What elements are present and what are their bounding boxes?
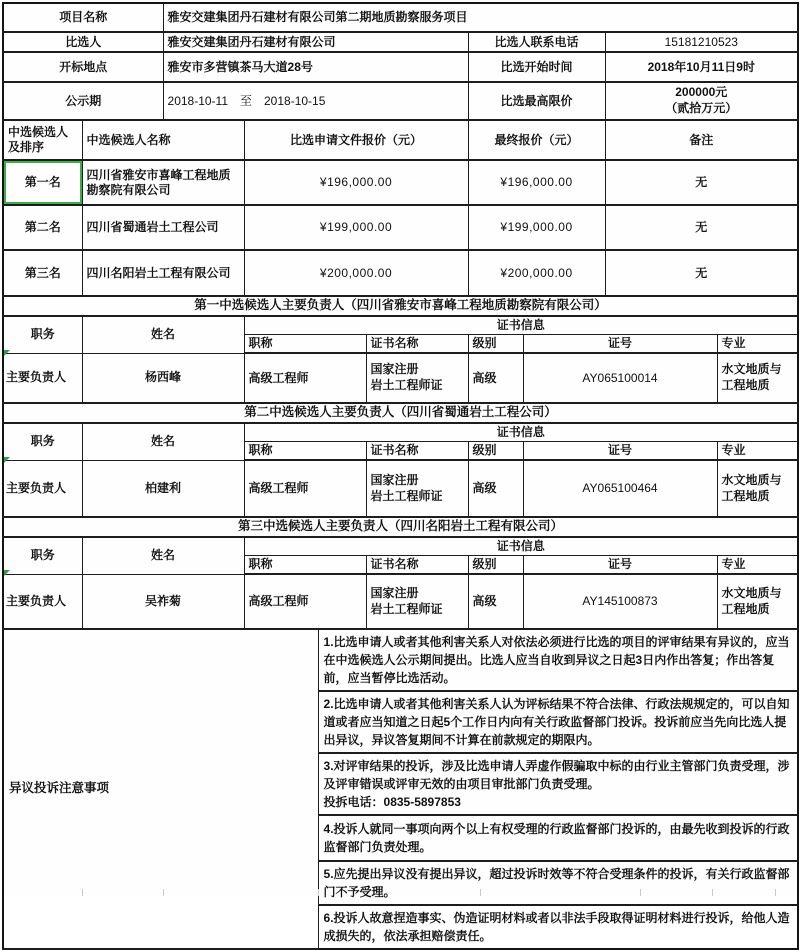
gridline-tick [480,889,481,896]
section-3-level-header: 级别 [468,556,523,575]
section-3-major [717,574,798,629]
section-2-cert-name [366,460,468,517]
gridline-tick [163,889,164,896]
section-1-role-header: 职务 [3,316,82,353]
section-3-cert-info-header: 证书信息 [244,537,798,556]
bid-result-table [2,2,799,950]
section-1-level-header: 级别 [468,335,523,354]
gridline-tick [640,889,641,896]
section-1-major-line1: 水文地质与 [721,362,782,377]
open-location-label: 开标地点 [3,52,163,82]
section-1-title-header: 职称 [244,335,366,354]
open-location-value: 雅安市多营镇茶马大道28号 [163,52,468,82]
excel-flag-triangle-1 [4,350,10,356]
section-1-cert-info-header: 证书信息 [244,316,798,335]
section-3-role: 主要负责人 [3,574,82,629]
selector-label: 比选人 [3,32,163,52]
project-name-value: 雅安交建集团丹石建材有限公司第二期地质勘察服务项目 [163,3,798,32]
section-3-banner-row [3,517,798,537]
selector-value: 雅安交建集团丹石建材有限公司 [163,32,468,52]
excel-flag-triangle-3 [4,570,10,576]
section-2-role: 主要负责人 [3,460,82,517]
section-2-role-header: 职务 [3,423,82,460]
max-price-words: （贰拾万元） [665,101,738,115]
start-time-value: 2018年10月11日9时 [605,52,798,82]
section-2-cert-info-header: 证书信息 [244,423,798,442]
gridline-tick [318,889,319,896]
info-row-selector [3,32,798,52]
candidate-2-final-price: ¥199,000.00 [468,205,605,250]
section-1-name: 杨西峰 [82,353,244,403]
note-item-3 [318,753,798,815]
section-2-major-line1: 水文地质与 [721,472,782,487]
section-2-banner-row [3,403,798,423]
candidates-final-price-header: 最终报价（元） [468,120,605,160]
candidate-2-rank: 第二名 [3,205,82,250]
candidate-2-remark: 无 [605,205,798,250]
info-row-publicity [3,82,798,120]
section-1-role: 主要负责人 [3,353,82,403]
candidates-header-row [3,120,798,160]
section-1-cert-no: AY065100014 [523,353,717,403]
section-2-level-header: 级别 [468,442,523,461]
section-3-title-header: 职称 [244,556,366,575]
section-2-cert-name-line1: 国家注册 [370,472,419,487]
section-1-cert-name [366,353,468,403]
section-2-banner: 第二中选候选人主要负责人（四川省蜀通岩土工程公司） [3,403,798,423]
section-1-major-header: 专业 [717,335,798,354]
candidate-3-remark: 无 [605,250,798,296]
candidate-3-rank: 第三名 [3,250,82,296]
candidate-2-bid-price: ¥199,000.00 [244,205,468,250]
section-2-major-header: 专业 [717,442,798,461]
section-1-level: 高级 [468,353,523,403]
info-row-project [3,3,798,32]
section-2-level: 高级 [468,460,523,517]
section-3-level: 高级 [468,574,523,629]
section-3-cert-name-line2: 岩土工程师证 [370,601,443,616]
section-3-cert-no-header: 证号 [523,556,717,575]
notes-row-1 [3,629,798,691]
section-2-title-header: 职称 [244,442,366,461]
gridline-tick [775,889,776,896]
info-row-location [3,52,798,82]
note-item-4: 4.投诉人就同一事项向两个以上有权受理的行政监督部门投诉的，由最先收到投诉的行政监督部门负责处理。 [318,815,798,861]
selector-phone-value: 15181210523 [605,32,798,52]
max-price-amount: 200000元 [675,85,728,100]
candidate-3-final-price: ¥200,000.00 [468,250,605,296]
section-2-header-row-1 [3,423,798,442]
candidate-3-bid-price: ¥200,000.00 [244,250,468,296]
section-1-banner-row [3,296,798,316]
section-1-cert-name-line2: 岩土工程师证 [370,378,443,392]
section-2-title: 高级工程师 [244,460,366,517]
candidate-row-2 [3,205,798,250]
section-1-banner: 第一中选候选人主要负责人（四川省雅安市喜峰工程地质勘察院有限公司） [3,296,798,316]
section-2-major-line2: 工程地质 [721,488,770,503]
section-2-cert-no-header: 证号 [523,442,717,461]
candidate-2-name: 四川省蜀通岩土工程公司 [82,205,244,250]
publicity-period-value: 2018-10-11 至 2018-10-15 [163,82,468,120]
section-2-name: 柏建利 [82,460,244,517]
start-time-label: 比选开始时间 [468,52,605,82]
section-3-cert-name-header: 证书名称 [366,556,468,575]
section-3-name-header: 姓名 [82,537,244,574]
candidate-1-name: 四川省雅安市喜峰工程地质勘察院有限公司 [82,160,244,205]
section-3-major-header: 专业 [717,556,798,575]
candidate-1-final-price: ¥196,000.00 [468,160,605,205]
section-3-name: 吴祚菊 [82,574,244,629]
section-1-name-header: 姓名 [82,316,244,353]
note-item-5: 5.应先提出异议没有提出异议，超过投诉时效等不符合受理条件的投诉，有关行政监督部门不予受理。 [318,861,798,905]
candidates-bid-price-header: 比选申请文件报价（元） [244,120,468,160]
section-1-cert-name-header: 证书名称 [366,335,468,354]
section-3-data-row [3,574,798,629]
gridline-tick [82,889,83,896]
candidates-name-header: 中选候选人名称 [82,120,244,160]
candidates-rank-header: 中选候选人及排序 [3,120,82,160]
section-3-major-line1: 水文地质与 [721,585,782,600]
section-3-major-line2: 工程地质 [721,601,770,616]
project-name-label: 项目名称 [3,3,163,32]
candidate-row-1 [3,160,798,205]
candidate-1-remark: 无 [605,160,798,205]
selector-phone-label: 比选人联系电话 [468,32,605,52]
section-3-cert-name [366,574,468,629]
candidates-remark-header: 备注 [605,120,798,160]
section-2-major [717,460,798,517]
candidate-3-name: 四川名阳岩土工程有限公司 [82,250,244,296]
section-3-header-row-1 [3,537,798,556]
gridline-tick [712,889,713,896]
candidate-1-rank: 第一名 [3,160,82,205]
section-1-title: 高级工程师 [244,353,366,403]
section-1-major-line2: 工程地质 [721,378,770,392]
section-2-cert-no: AY065100464 [523,460,717,517]
section-2-data-row [3,460,798,517]
section-3-cert-name-line1: 国家注册 [370,585,419,600]
section-1-cert-no-header: 证号 [523,335,717,354]
excel-flag-triangle-2 [4,457,10,463]
notes-label: 异议投诉注意事项 [3,629,318,949]
max-price-label: 比选最高限价 [468,82,605,120]
note-item-6: 6.投诉人故意捏造事实、伪造证明材料或者以非法手段取得证明材料进行投诉，给他人造成损失的，依法承担赔偿责任。 [318,905,798,949]
note-item-1: 1.比选申请人或者其他利害关系人对依法必须进行比选的项目的评审结果有异议的，应当在中选候选人公示期间提出。比选人应当自收到异议之日起3日内作出答复；作出答复前，应当暂停比选活动。 [318,629,798,691]
max-price-value [605,82,798,120]
candidate-1-bid-price: ¥196,000.00 [244,160,468,205]
section-1-data-row [3,353,798,403]
section-1-header-row-1 [3,316,798,335]
section-1-cert-name-line1: 国家注册 [370,362,419,377]
section-3-role-header: 职务 [3,537,82,574]
publicity-period-label: 公示期 [3,82,163,120]
section-3-title: 高级工程师 [244,574,366,629]
note-item-3-phone: 投拆电话：0835-5897853 [323,795,461,809]
section-3-banner: 第三中选候选人主要负责人（四川名阳岩土工程有限公司） [3,517,798,537]
section-2-name-header: 姓名 [82,423,244,460]
note-item-2: 2.比选申请人或者其他利害关系人认为评标结果不符合法律、行政法规规定的，可以自知道或者应当知道之日起5个工作日内向有关行政监督部门投诉。投诉前应当先向比选人提出异议，异议答复期间不计算在前款规定的期限内。 [318,691,798,753]
section-2-cert-name-header: 证书名称 [366,442,468,461]
note-item-3-text: 3.对评审结果的投诉，涉及比选申请人弄虚作假骗取中标的由行业主管部门负责受理，涉及评审错误或评审无效的由项目审批部门负责受理。 [323,759,790,791]
section-2-cert-name-line2: 岩土工程师证 [370,488,443,503]
section-3-cert-no: AY145100873 [523,574,717,629]
candidate-row-3 [3,250,798,296]
section-1-major [717,353,798,403]
